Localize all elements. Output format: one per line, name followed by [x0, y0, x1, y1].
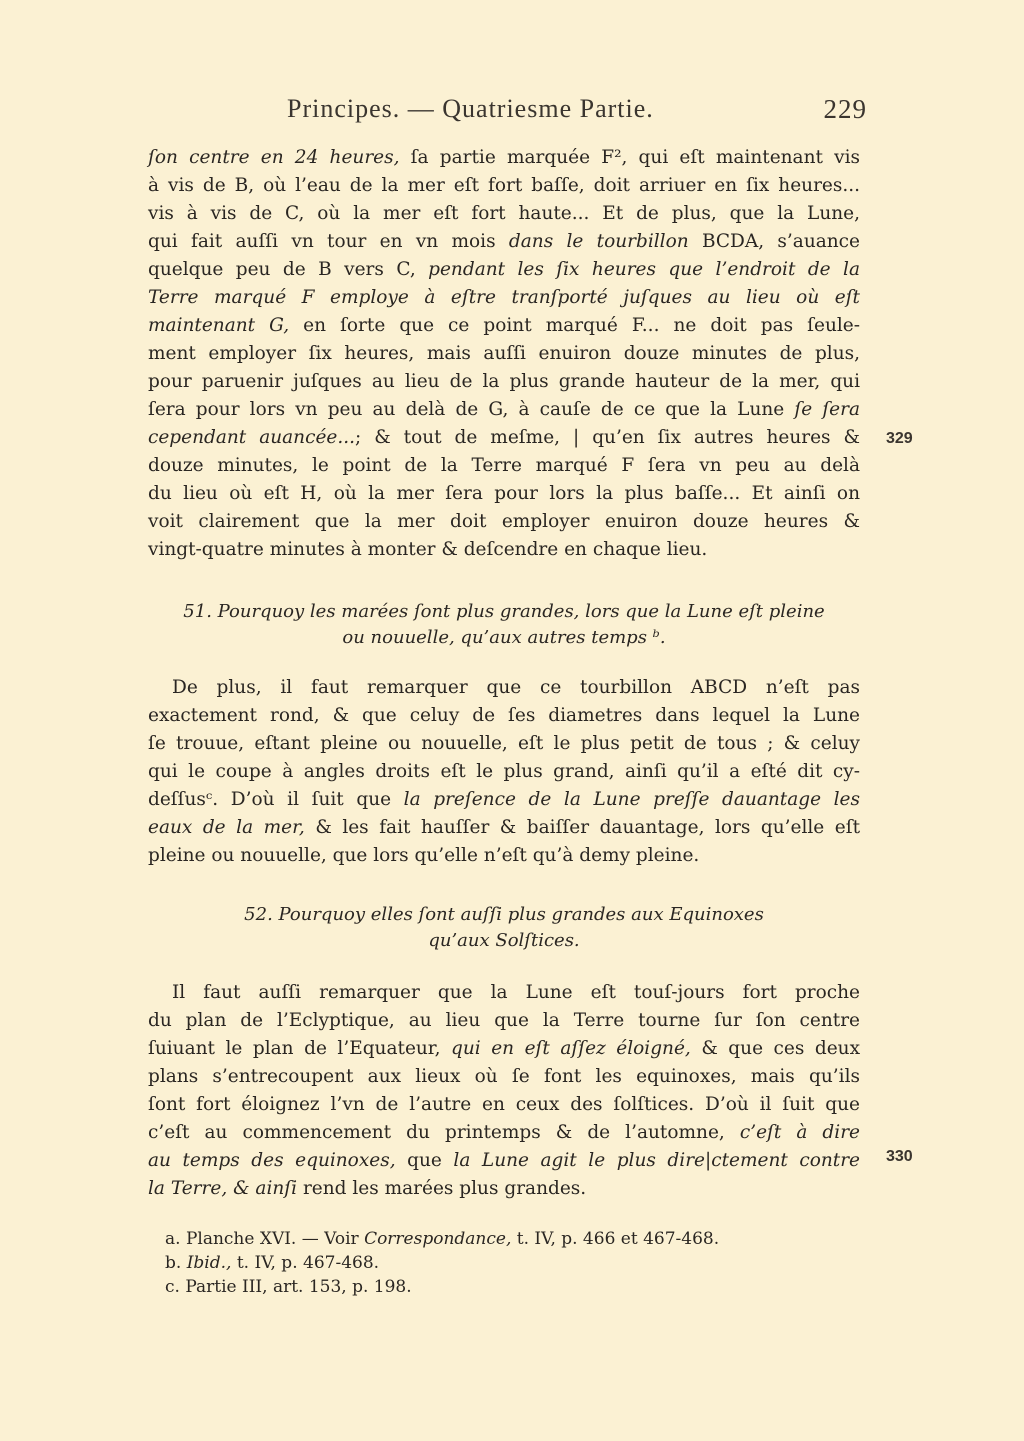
- italic-text: ſe ſera: [794, 399, 860, 420]
- text-run: du lieu où eſt H, où la mer ſera pour lors la plus baſſe... Et ainſi on: [148, 483, 860, 504]
- text-line: [148, 452, 860, 480]
- running-header: [287, 94, 867, 126]
- text-line: [148, 842, 860, 870]
- margin-page-reference: 330: [886, 1148, 913, 1165]
- italic-text: ſon centre en 24 heures,: [148, 147, 400, 168]
- running-title: Principes. — Quatriesme Partie.: [287, 94, 654, 123]
- text-line: [148, 536, 860, 564]
- text-run: quelque peu de B vers C,: [148, 259, 429, 280]
- italic-text: la preſence de la Lune preſſe dauantage les: [403, 789, 860, 810]
- text-run: pour paruenir juſques au lieu de la plus grande hauteur de la mer, qui: [148, 371, 860, 392]
- text-run: t. IV, p. 466 et 467-468.: [511, 1229, 720, 1249]
- text-run: & les fait hauſſer & baiſſer dauantage, lors qu’elle eſt: [304, 817, 860, 838]
- text-line: [148, 144, 860, 172]
- text-line: [148, 508, 860, 536]
- text-run: qui le coupe à angles droits eſt le plus grand, ainſi qu’il a eſté dit cy-: [148, 761, 860, 782]
- text-run: plans s’entrecoupent aux lieux où ſe font les equinoxes, mais qu’ils: [148, 1066, 860, 1087]
- text-run: qui fait auſſi vn tour en vn mois: [148, 231, 509, 252]
- section-heading-52-line1: 52. Pourquoy elles ſont auſſi plus grandes aux Equinoxes: [244, 904, 764, 925]
- page-number: 229: [823, 94, 867, 124]
- text-run: que: [395, 1150, 454, 1171]
- italic-text: maintenant G,: [148, 315, 290, 336]
- text-run: t. IV, p. 467-468.: [231, 1253, 380, 1273]
- text-run: ſa partie marquée F², qui eſt maintenant vis: [399, 147, 860, 168]
- italic-text: eaux de la mer,: [148, 817, 305, 838]
- footnote: [165, 1251, 865, 1275]
- italic-text: pendant les ſix heures que l’endroit de la: [428, 259, 860, 280]
- text-run: pleine ou nouuelle, que lors qu’elle n’eſt qu’à demy pleine.: [148, 845, 700, 866]
- italic-text: la Lune agit le plus dire|ctement contre: [453, 1150, 860, 1171]
- italic-text: dans le tourbillon: [508, 231, 689, 252]
- text-line: [148, 228, 860, 256]
- text-line: [148, 730, 860, 758]
- text-run: vingt-quatre minutes à monter & deſcendre en chaque lieu.: [148, 539, 708, 560]
- text-run: & que ces deux: [690, 1038, 860, 1059]
- text-line: [148, 1175, 860, 1203]
- footnote: [165, 1227, 865, 1251]
- text-line: [148, 256, 860, 284]
- text-run: c. Partie III, art. 153, p. 198.: [165, 1277, 412, 1297]
- text-line: [148, 1119, 860, 1147]
- section-heading-51-line2: ou nouuelle, qu’aux autres temps ᵇ.: [342, 627, 666, 648]
- text-run: douze minutes, le point de la Terre marqué F ſera vn peu au delà: [148, 455, 860, 476]
- text-line: [148, 200, 860, 228]
- text-run: ment employer ſix heures, mais auſſi enuiron douze minutes de plus,: [148, 343, 860, 364]
- text-run: a. Planche XVI. — Voir: [165, 1229, 365, 1249]
- text-line: [148, 340, 860, 368]
- text-line: [148, 172, 860, 200]
- text-run: c’eſt au commencement du printemps & de l’automne,: [148, 1122, 740, 1143]
- text-run: ; & tout de meſme, | qu’en ſix autres heures &: [355, 427, 860, 448]
- text-line: [148, 312, 860, 340]
- text-run: b.: [165, 1253, 187, 1273]
- section-heading-52-line2: qu’aux Solſtices.: [428, 930, 580, 951]
- text-run: ſont fort éloignez l’vn de l’autre en ceux des ſolſtices. D’où il ſuit que: [148, 1094, 860, 1115]
- italic-text: Terre marqué F employe à eſtre tranſporté juſques au lieu où eſt: [148, 287, 860, 308]
- text-line: [148, 424, 860, 452]
- text-run: ſe trouue, eſtant pleine ou nouuelle, eſt le plus petit de tous ; & celuy: [148, 733, 860, 754]
- text-run: deſſusᶜ. D’où il ſuit que: [148, 789, 404, 810]
- text-line: [172, 674, 860, 702]
- text-run: exactement rond, & que celuy de ſes diametres dans lequel la Lune: [148, 705, 860, 726]
- text-line: [148, 758, 860, 786]
- italic-text: la Terre, & ainſi: [148, 1178, 298, 1199]
- italic-text: qui en eſt aſſez éloigné,: [451, 1038, 691, 1059]
- text-run: ſuiuant le plan de l’Equateur,: [148, 1038, 452, 1059]
- text-line: [148, 1091, 860, 1119]
- text-run: du plan de l’Eclyptique, au lieu que la Terre tourne ſur ſon centre: [148, 1010, 860, 1031]
- italic-text: cependant auancée...: [148, 427, 355, 448]
- text-run: à vis de B, où l’eau de la mer eſt fort baſſe, doit arriuer en ſix heures...: [148, 175, 860, 196]
- text-line: [148, 1147, 860, 1175]
- section-heading-51-line1: 51. Pourquoy les marées ſont plus grandes, lors que la Lune eſt pleine: [183, 601, 825, 622]
- text-line: [148, 786, 860, 814]
- text-line: [148, 702, 860, 730]
- text-line: [148, 396, 860, 424]
- text-line: [148, 814, 860, 842]
- text-line: [148, 1007, 860, 1035]
- text-line: [148, 1063, 860, 1091]
- italic-text: au temps des equinoxes,: [148, 1150, 396, 1171]
- text-line: [148, 368, 860, 396]
- margin-page-reference: 329: [886, 430, 913, 447]
- italic-text: Ibid.,: [186, 1253, 232, 1273]
- text-run: en ſorte que ce point marqué F... ne doit pas ſeule-: [289, 315, 860, 336]
- text-run: ſera pour lors vn peu au delà de G, à cauſe de ce que la Lune: [148, 399, 795, 420]
- text-run: vis à vis de C, où la mer eſt fort haute... Et de plus, que la Lune,: [148, 203, 860, 224]
- text-run: rend les marées plus grandes.: [297, 1178, 587, 1199]
- footnote: [165, 1275, 865, 1299]
- text-line: [148, 284, 860, 312]
- italic-text: c’eſt à dire: [739, 1122, 860, 1143]
- text-line: [148, 1035, 860, 1063]
- text-run: Il faut auſſi remarquer que la Lune eſt touſ-jours fort proche: [172, 982, 860, 1003]
- text-line: [172, 979, 860, 1007]
- text-run: voit clairement que la mer doit employer enuiron douze heures &: [148, 511, 860, 532]
- text-line: [148, 480, 860, 508]
- text-run: BCDA, s’auance: [688, 231, 860, 252]
- text-run: De plus, il faut remarquer que ce tourbillon ABCD n’eſt pas: [172, 677, 860, 698]
- italic-text: Correspondance,: [364, 1229, 512, 1249]
